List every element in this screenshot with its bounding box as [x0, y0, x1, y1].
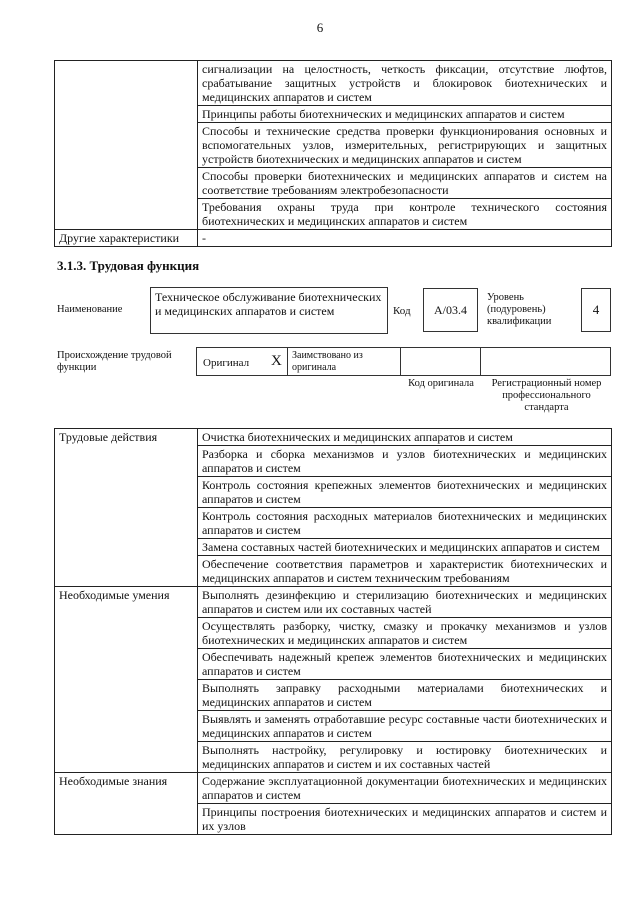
other-characteristics-label: Другие характеристики: [55, 230, 198, 247]
level-value: 4: [592, 302, 600, 317]
origin-original-cell: [196, 347, 288, 376]
code-original-caption: Код оригинала: [408, 378, 474, 389]
group-label-knowledge: Необходимые знания: [55, 773, 198, 835]
section-title: 3.1.3. Трудовая функция: [57, 258, 200, 273]
origin-label: Происхождение трудовой функции: [57, 350, 172, 373]
reg-number-caption: Регистрационный номер профессионального стандарта: [491, 378, 602, 413]
page-number: 6: [316, 20, 324, 35]
top-characteristics-table: [54, 60, 612, 247]
table-row: Очистка биотехнических и медицинских аппаратов и систем: [198, 429, 612, 446]
table-row: Способы и технические средства проверки функционирования основных и вспомогательных узлов, измерительных, регистрирующих и защитных устройств биотехнических и медицинских аппаратов и систем: [198, 123, 612, 168]
name-value: Техническое обслуживание биотехнических и медицинских аппаратов и систем: [155, 290, 382, 318]
other-characteristics-value: -: [198, 230, 612, 247]
level-value-box: [581, 288, 611, 332]
table-row: Выполнять настройку, регулировку и юстировку биотехнических и медицинских аппаратов и систем и их составных частей: [198, 742, 612, 773]
name-label: Наименование: [57, 304, 123, 315]
table-row: Принципы работы биотехнических и медицинских аппаратов и систем: [198, 106, 612, 123]
level-label: Уровень (подуровень) квалификации: [487, 292, 552, 327]
code-value: A/03.4: [434, 302, 467, 317]
table-row: Осуществлять разборку, чистку, смазку и прокачку механизмов и узлов биотехнических и медицинских аппаратов и систем: [198, 618, 612, 649]
table-row: Выполнять дезинфекцию и стерилизацию биотехнических и медицинских аппаратов и систем или их составных частей: [198, 587, 612, 618]
table-row: Обеспечение соответствия параметров и характеристик биотехнических и медицинских аппаратов и систем техническим требованиям: [198, 556, 612, 587]
function-details-table: [54, 428, 612, 835]
table-row: Контроль состояния расходных материалов биотехнических и медицинских аппаратов и систем: [198, 508, 612, 539]
table-row: Обеспечивать надежный крепеж элементов биотехнических и медицинских аппаратов и систем: [198, 649, 612, 680]
group-label-actions: Трудовые действия: [55, 429, 198, 587]
group-label-skills: Необходимые умения: [55, 587, 198, 773]
table-row: Требования охраны труда при контроле технического состояния биотехнических и медицинских аппаратов и систем: [198, 199, 612, 230]
table-row: Способы проверки биотехнических и медицинских аппаратов и систем на соответствие требованиям электробезопасности: [198, 168, 612, 199]
origin-code-cell: [400, 347, 481, 376]
table-row: Выявлять и заменять отработавшие ресурс составные части биотехнических и медицинских аппаратов и систем: [198, 711, 612, 742]
code-label: Код: [393, 305, 411, 317]
table-row: Содержание эксплуатационной документации биотехнических и медицинских аппаратов и систем: [198, 773, 612, 804]
table-row: сигнализации на целостность, четкость фиксации, отсутствие люфтов, срабатывание защитных устройств и блокировок биотехнических и медицинских аппаратов и систем: [198, 61, 612, 106]
code-value-box: [423, 288, 478, 332]
original-mark: X: [271, 353, 282, 369]
empty-label-cell: [55, 61, 198, 230]
original-label: Оригинал: [203, 357, 250, 369]
name-value-box: [150, 287, 388, 334]
borrowed-label: Заимствовано из оригинала: [292, 350, 363, 373]
table-row: Контроль состояния крепежных элементов биотехнических и медицинских аппаратов и систем: [198, 477, 612, 508]
table-row: Принципы построения биотехнических и медицинских аппаратов и систем и их узлов: [198, 804, 612, 835]
table-row: Разборка и сборка механизмов и узлов биотехнических и медицинских аппаратов и систем: [198, 446, 612, 477]
table-row: Замена составных частей биотехнических и медицинских аппаратов и систем: [198, 539, 612, 556]
table-row: Выполнять заправку расходными материалами биотехнических и медицинских аппаратов и систем: [198, 680, 612, 711]
